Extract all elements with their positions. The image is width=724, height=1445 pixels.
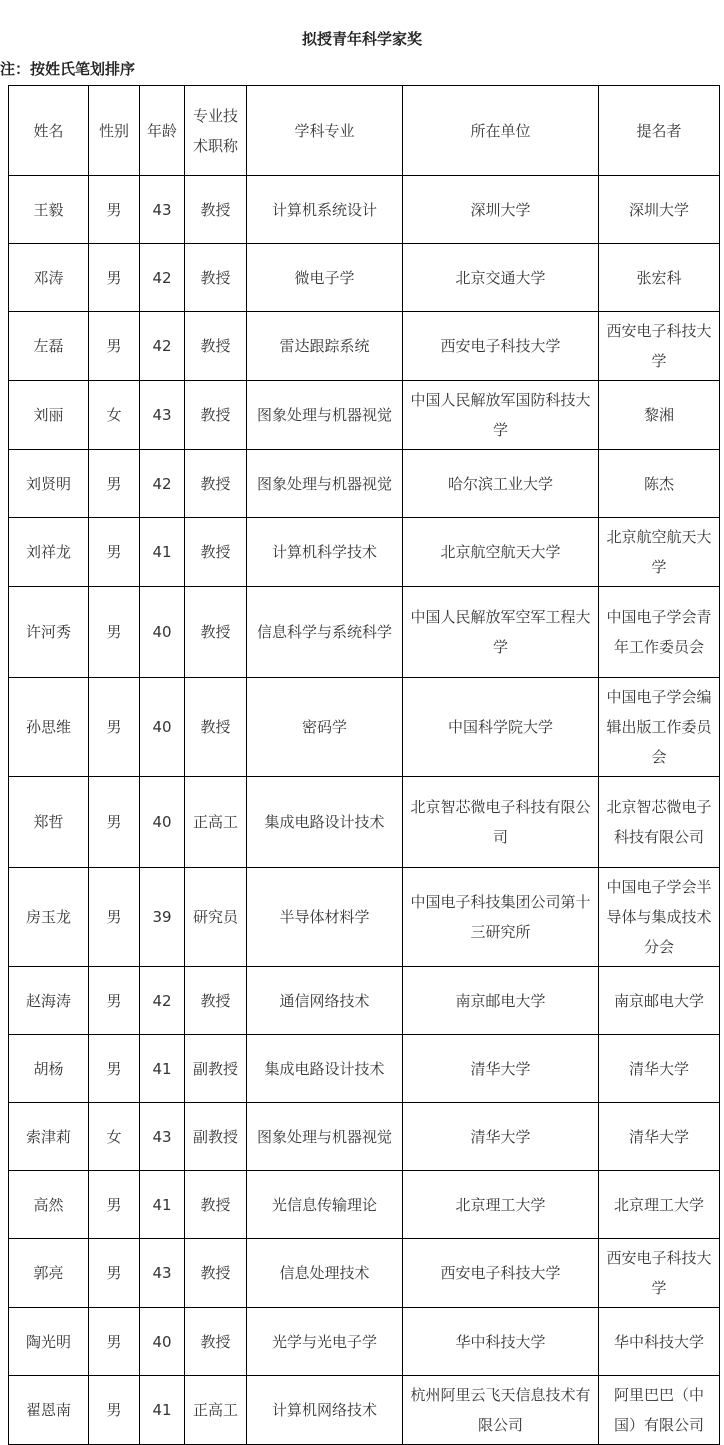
cell-age: 40	[140, 587, 185, 678]
cell-institution: 北京理工大学	[403, 1171, 599, 1239]
cell-age: 40	[140, 678, 185, 777]
cell-age: 43	[140, 381, 185, 450]
sort-note: 注：按姓氏笔划排序	[0, 60, 136, 78]
cell-age: 43	[140, 1103, 185, 1171]
cell-age: 41	[140, 518, 185, 587]
cell-discipline: 图象处理与机器视觉	[247, 450, 403, 518]
cell-gender: 男	[89, 450, 140, 518]
table-row	[9, 777, 720, 868]
cell-discipline: 光学与光电子学	[247, 1308, 403, 1376]
table-row	[9, 381, 720, 450]
cell-title: 教授	[185, 244, 247, 312]
cell-gender: 男	[89, 967, 140, 1035]
cell-name: 左磊	[9, 312, 89, 381]
cell-gender: 男	[89, 244, 140, 312]
cell-gender: 男	[89, 1376, 140, 1445]
table-body	[9, 176, 720, 1445]
cell-discipline: 密码学	[247, 678, 403, 777]
cell-institution: 哈尔滨工业大学	[403, 450, 599, 518]
cell-gender: 男	[89, 312, 140, 381]
cell-name: 赵海涛	[9, 967, 89, 1035]
header-institution: 所在单位	[403, 86, 599, 176]
cell-institution: 西安电子科技大学	[403, 312, 599, 381]
cell-discipline: 集成电路设计技术	[247, 1035, 403, 1103]
cell-gender: 男	[89, 176, 140, 244]
cell-name: 房玉龙	[9, 868, 89, 967]
cell-discipline: 计算机科学技术	[247, 518, 403, 587]
cell-gender: 女	[89, 381, 140, 450]
cell-discipline: 通信网络技术	[247, 967, 403, 1035]
cell-nominator: 北京航空航天大学	[599, 518, 720, 587]
cell-title: 教授	[185, 1171, 247, 1239]
cell-discipline: 集成电路设计技术	[247, 777, 403, 868]
table-row	[9, 1308, 720, 1376]
cell-institution: 中国人民解放军空军工程大学	[403, 587, 599, 678]
cell-name: 孙思维	[9, 678, 89, 777]
table-row	[9, 1171, 720, 1239]
cell-nominator: 深圳大学	[599, 176, 720, 244]
cell-title: 正高工	[185, 1376, 247, 1445]
table-header-row	[9, 86, 720, 176]
cell-nominator: 中国电子学会青年工作委员会	[599, 587, 720, 678]
cell-name: 陶光明	[9, 1308, 89, 1376]
table-row	[9, 312, 720, 381]
header-age: 年龄	[140, 86, 185, 176]
cell-gender: 女	[89, 1103, 140, 1171]
header-discipline: 学科专业	[247, 86, 403, 176]
header-nominator: 提名者	[599, 86, 720, 176]
cell-age: 39	[140, 868, 185, 967]
table-row	[9, 678, 720, 777]
cell-age: 42	[140, 450, 185, 518]
cell-nominator: 清华大学	[599, 1103, 720, 1171]
table-row	[9, 967, 720, 1035]
cell-discipline: 信息科学与系统科学	[247, 587, 403, 678]
cell-nominator: 华中科技大学	[599, 1308, 720, 1376]
cell-age: 42	[140, 967, 185, 1035]
cell-gender: 男	[89, 1308, 140, 1376]
cell-age: 41	[140, 1376, 185, 1445]
page-title: 拟授青年科学家奖	[301, 30, 422, 48]
table-row	[9, 176, 720, 244]
table-row	[9, 1035, 720, 1103]
cell-nominator: 西安电子科技大学	[599, 312, 720, 381]
cell-title: 研究员	[185, 868, 247, 967]
table-row	[9, 1376, 720, 1445]
cell-name: 邓涛	[9, 244, 89, 312]
cell-title: 教授	[185, 381, 247, 450]
cell-institution: 杭州阿里云飞天信息技术有限公司	[403, 1376, 599, 1445]
header-name: 姓名	[9, 86, 89, 176]
cell-age: 41	[140, 1035, 185, 1103]
cell-age: 43	[140, 1239, 185, 1308]
header-gender: 性别	[89, 86, 140, 176]
cell-nominator: 张宏科	[599, 244, 720, 312]
cell-institution: 北京智芯微电子科技有限公司	[403, 777, 599, 868]
cell-title: 副教授	[185, 1103, 247, 1171]
cell-title: 教授	[185, 312, 247, 381]
cell-nominator: 南京邮电大学	[599, 967, 720, 1035]
cell-age: 40	[140, 777, 185, 868]
cell-discipline: 计算机系统设计	[247, 176, 403, 244]
table-row	[9, 1239, 720, 1308]
cell-discipline: 图象处理与机器视觉	[247, 381, 403, 450]
cell-age: 43	[140, 176, 185, 244]
cell-age: 41	[140, 1171, 185, 1239]
cell-nominator: 中国电子学会编辑出版工作委员会	[599, 678, 720, 777]
cell-name: 刘祥龙	[9, 518, 89, 587]
cell-gender: 男	[89, 868, 140, 967]
cell-discipline: 微电子学	[247, 244, 403, 312]
cell-institution: 南京邮电大学	[403, 967, 599, 1035]
cell-name: 索津莉	[9, 1103, 89, 1171]
cell-title: 教授	[185, 518, 247, 587]
cell-nominator: 黎湘	[599, 381, 720, 450]
cell-institution: 清华大学	[403, 1035, 599, 1103]
cell-discipline: 图象处理与机器视觉	[247, 1103, 403, 1171]
cell-title: 教授	[185, 587, 247, 678]
cell-discipline: 信息处理技术	[247, 1239, 403, 1308]
cell-gender: 男	[89, 587, 140, 678]
cell-name: 翟恩南	[9, 1376, 89, 1445]
cell-institution: 中国人民解放军国防科技大学	[403, 381, 599, 450]
cell-discipline: 半导体材料学	[247, 868, 403, 967]
cell-age: 42	[140, 244, 185, 312]
cell-name: 郑哲	[9, 777, 89, 868]
cell-nominator: 陈杰	[599, 450, 720, 518]
cell-institution: 中国科学院大学	[403, 678, 599, 777]
table-row	[9, 518, 720, 587]
cell-gender: 男	[89, 777, 140, 868]
table-row	[9, 1103, 720, 1171]
cell-name: 高然	[9, 1171, 89, 1239]
cell-nominator: 中国电子学会半导体与集成技术分会	[599, 868, 720, 967]
header-title: 专业技术职称	[185, 86, 247, 176]
cell-institution: 中国电子科技集团公司第十三研究所	[403, 868, 599, 967]
cell-nominator: 西安电子科技大学	[599, 1239, 720, 1308]
cell-title: 正高工	[185, 777, 247, 868]
table-row	[9, 244, 720, 312]
cell-name: 刘丽	[9, 381, 89, 450]
cell-nominator: 北京理工大学	[599, 1171, 720, 1239]
cell-institution: 西安电子科技大学	[403, 1239, 599, 1308]
cell-gender: 男	[89, 1239, 140, 1308]
cell-institution: 清华大学	[403, 1103, 599, 1171]
cell-nominator: 阿里巴巴（中国）有限公司	[599, 1376, 720, 1445]
cell-institution: 华中科技大学	[403, 1308, 599, 1376]
cell-title: 教授	[185, 450, 247, 518]
cell-gender: 男	[89, 1171, 140, 1239]
cell-gender: 男	[89, 678, 140, 777]
cell-title: 教授	[185, 1308, 247, 1376]
cell-age: 42	[140, 312, 185, 381]
cell-name: 刘贤明	[9, 450, 89, 518]
cell-discipline: 雷达跟踪系统	[247, 312, 403, 381]
cell-discipline: 光信息传输理论	[247, 1171, 403, 1239]
cell-title: 教授	[185, 967, 247, 1035]
table-row	[9, 587, 720, 678]
cell-name: 许河秀	[9, 587, 89, 678]
table-row	[9, 450, 720, 518]
cell-title: 副教授	[185, 1035, 247, 1103]
cell-gender: 男	[89, 1035, 140, 1103]
cell-title: 教授	[185, 176, 247, 244]
cell-name: 郭亮	[9, 1239, 89, 1308]
cell-title: 教授	[185, 678, 247, 777]
award-table	[8, 85, 720, 1445]
cell-name: 王毅	[9, 176, 89, 244]
cell-gender: 男	[89, 518, 140, 587]
cell-name: 胡杨	[9, 1035, 89, 1103]
cell-discipline: 计算机网络技术	[247, 1376, 403, 1445]
cell-title: 教授	[185, 1239, 247, 1308]
cell-nominator: 清华大学	[599, 1035, 720, 1103]
cell-age: 40	[140, 1308, 185, 1376]
cell-institution: 北京交通大学	[403, 244, 599, 312]
cell-institution: 北京航空航天大学	[403, 518, 599, 587]
table-row	[9, 868, 720, 967]
cell-nominator: 北京智芯微电子科技有限公司	[599, 777, 720, 868]
cell-institution: 深圳大学	[403, 176, 599, 244]
